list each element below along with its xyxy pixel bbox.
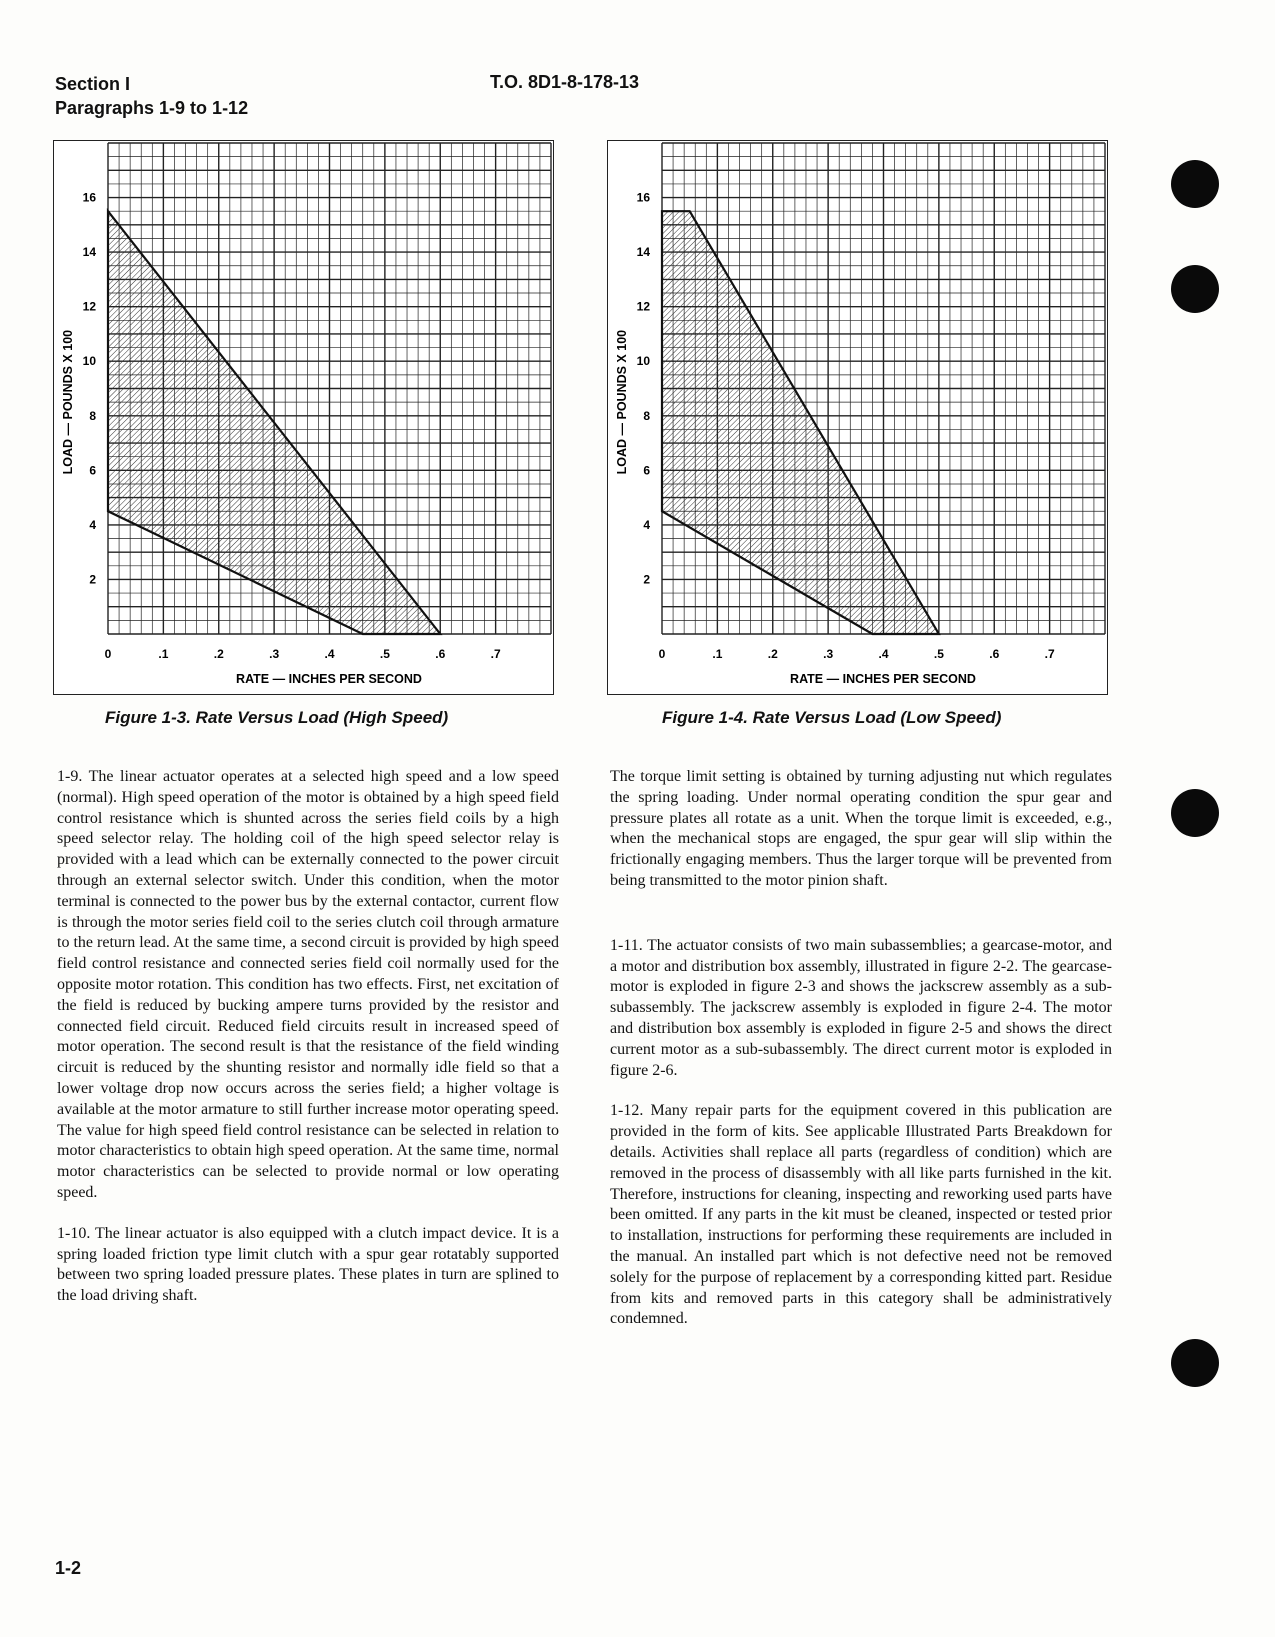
paragraph-1-9: 1-9. The linear actuator operates at a selected high speed and a low speed (normal). High speed operation of the motor is obtained by a high speed field control resistance which is shunted across the series field coils by a high speed selector relay. The holding coil of the high speed selector relay is provided with a lead which can be externally connected to the power circuit through an external selector switch. Under this condition, when the motor terminal is connected to the power bus by the external contactor, current flow is through the motor series field coil to the series clutch coil through armature to the return lead. At the same time, a second circuit is provided by high speed field control resistance and connected series field coil normally used for the opposite motor rotation. This condition has two effects. First, net excitation of the field is reduced by bucking ampere turns provided by the resistor and connected field circuit. Reduced field circuits result in increased speed of motor operation. The second result is that the resistance of the field winding circuit is reduced by the shunting resistor and normally idle field so that a lower voltage drop now occurs across the series field; a higher voltage is available at the motor armature to still further increase motor operating speed. The value for high speed field control resistance can be selected in relation to motor characteristics to obtain high speed operation. At the same time, normal motor characteristics can be selected to provide normal or low operating speed. xyxy=(57,768,559,1201)
y-axis-label: LOAD — POUNDS X 100 xyxy=(615,329,629,475)
paragraph-1-11: 1-11. The actuator consists of two main subassemblies; a gearcase-motor, and a motor and distribution box assembly, illustrated in figure 2-2. The gearcase-motor is exploded in figure 2-3 and shows the jackscrew assembly as a sub-subassembly. The jackscrew assembly is exploded in figure 2-4. The motor and distribution box assembly is exploded in figure 2-5 and shows the direct current motor as a sub-subassembly. The direct current motor is exploded in figure 2-6. xyxy=(610,936,1112,1079)
page-number: 1-2 xyxy=(55,1558,82,1578)
y-tick-label: 10 xyxy=(636,354,650,369)
y-tick-label: 12 xyxy=(636,299,650,314)
page-header-left xyxy=(55,72,248,120)
chart-high-speed xyxy=(53,140,554,695)
operating-region xyxy=(662,211,939,634)
chart-high-speed-svg xyxy=(54,141,552,693)
x-tick-label: .5 xyxy=(933,647,944,661)
x-axis-label: RATE — INCHES PER SECOND xyxy=(236,672,422,686)
x-tick-label: .2 xyxy=(213,647,224,661)
x-tick-label: .1 xyxy=(712,647,723,661)
paragraph-1-12: 1-12. Many repair parts for the equipment covered in this publication are provided in the form of kits. See applicable Illustrated Parts Breakdown for details. Activities shall replace all parts (regardless of condition) which are removed in the process of disassembly with all like parts furnished in the kit. Therefore, instructions for cleaning, inspecting and reworking used parts have been omitted. If any parts in the kit must be cleaned, inspected or tested prior to installation, instructions for performing these requirements are included in the manual. An installed part which is not defective need not be removed solely for the purpose of replacement by a corresponding kitted part. Residue from kits and removed parts in this category shall be administratively condemned. xyxy=(610,1102,1112,1328)
y-tick-label: 14 xyxy=(636,245,650,260)
x-tick-label: .3 xyxy=(823,647,834,661)
x-tick-label: .1 xyxy=(158,647,169,661)
chart-low-speed-svg xyxy=(608,141,1106,693)
y-tick-label: 2 xyxy=(643,572,650,587)
y-tick-label: 8 xyxy=(643,408,650,423)
figure-caption-1-4: Figure 1-4. Rate Versus Load (Low Speed) xyxy=(662,708,1002,727)
y-tick-label: 8 xyxy=(89,408,96,423)
y-tick-label: 6 xyxy=(643,463,650,478)
x-tick-label: .6 xyxy=(989,647,1000,661)
x-tick-label: .2 xyxy=(767,647,778,661)
y-axis-label: LOAD — POUNDS X 100 xyxy=(61,329,75,475)
x-tick-label: .4 xyxy=(324,647,335,661)
y-tick-label: 6 xyxy=(89,463,96,478)
x-tick-label: .4 xyxy=(878,647,889,661)
y-tick-label: 16 xyxy=(82,190,96,205)
x-tick-label: 0 xyxy=(104,647,112,661)
binder-hole xyxy=(1171,160,1219,208)
binder-hole xyxy=(1171,265,1219,313)
x-tick-label: .7 xyxy=(490,647,501,661)
chart-low-speed xyxy=(607,140,1108,695)
x-axis-label: RATE — INCHES PER SECOND xyxy=(790,672,976,686)
x-tick-label: .7 xyxy=(1044,647,1055,661)
x-tick-label: .6 xyxy=(435,647,446,661)
x-tick-label: 0 xyxy=(658,647,666,661)
y-tick-label: 4 xyxy=(89,517,96,532)
y-tick-label: 12 xyxy=(82,299,96,314)
y-tick-label: 14 xyxy=(82,245,96,260)
text-column-left xyxy=(57,767,559,1327)
text-column-right xyxy=(610,767,1112,1350)
to-number: T.O. 8D1-8-178-13 xyxy=(490,72,640,92)
section-label: Section I xyxy=(55,74,131,94)
y-tick-label: 16 xyxy=(636,190,650,205)
paragraph-1-10: 1-10. The linear actuator is also equipped with a clutch impact device. It is a spring loaded friction type limit clutch with a spur gear rotatably supported between two spring loaded pressure plates. These plates in turn are splined to the load driving shaft. xyxy=(57,1224,559,1305)
y-tick-label: 4 xyxy=(643,517,650,532)
paragraph-1-10-continued: The torque limit setting is obtained by turning adjusting nut which regulates the spring loading. Under normal operating condition the spur gear and pressure plates all rotate as a unit. When the torque limit is exceeded, e.g., when the mechanical stops are engaged, the spur gear will slip within the frictionally engaging members. Thus the larger torque will be prevented from being transmitted to the motor pinion shaft. xyxy=(610,768,1112,889)
x-tick-label: .5 xyxy=(379,647,390,661)
y-tick-label: 2 xyxy=(89,572,96,587)
figure-caption-1-3: Figure 1-3. Rate Versus Load (High Speed) xyxy=(105,708,449,727)
x-tick-label: .3 xyxy=(269,647,280,661)
y-tick-label: 10 xyxy=(82,354,96,369)
paragraph-range: Paragraphs 1-9 to 1-12 xyxy=(55,98,249,118)
binder-hole xyxy=(1171,1339,1219,1387)
binder-hole xyxy=(1171,789,1219,837)
